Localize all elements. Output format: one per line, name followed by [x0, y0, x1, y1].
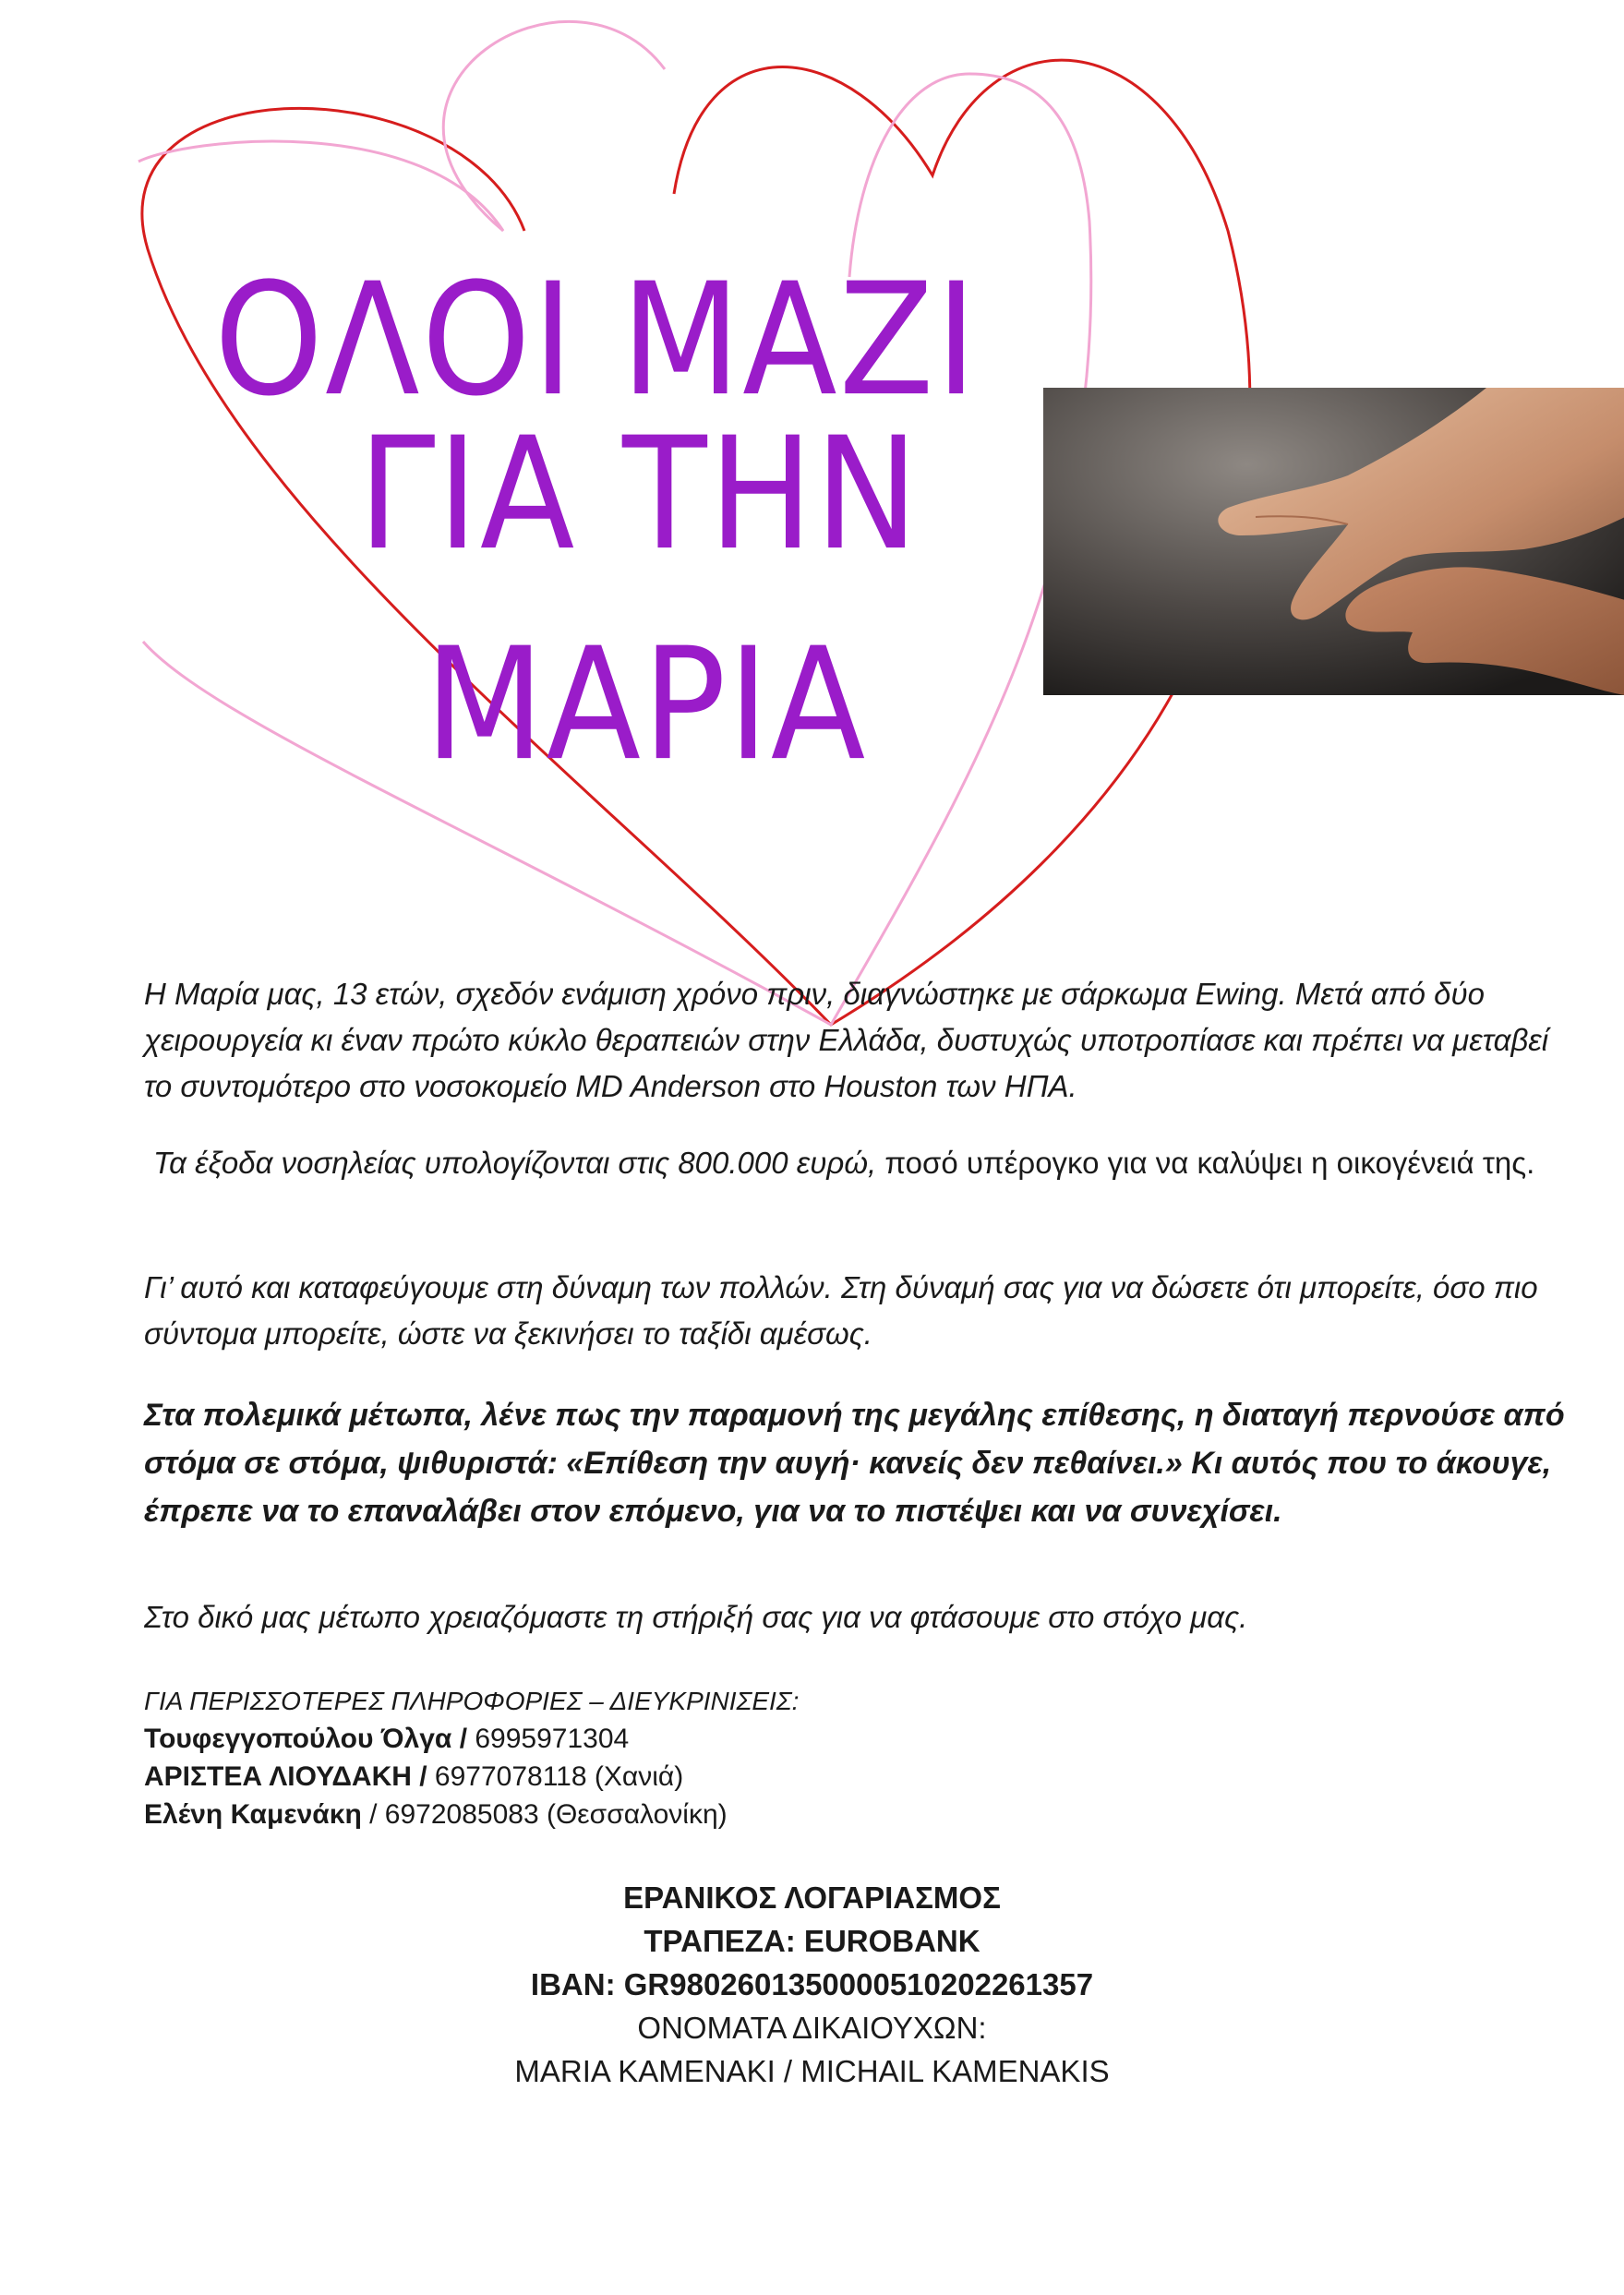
account-bank: ΤΡΑΠΕΖΑ: EUROBANK: [644, 1924, 980, 1958]
title-line-3: ΜΑΡΙΑ: [425, 615, 868, 796]
contact-phone[interactable]: 6977078118: [427, 1761, 587, 1792]
support-paragraph: Στο δικό μας μέτωπο χρειαζόμαστε τη στήριξή σας για να φτάσουμε στο στόχο μας.: [144, 1600, 1248, 1634]
appeal-paragraph: Γι’ αυτό και καταφεύγουμε στη δύναμη των πολλών. Στη δύναμή σας για να δώσετε ότι μπορείτε, όσο πιο σύντομα μπορείτε, ώστε να ξεκινήσει το ταξίδι αμέσως.: [144, 1270, 1538, 1351]
contact-city: (Θεσσαλονίκη): [538, 1799, 728, 1830]
account-iban: IBAN: GR9802601350000510202261357: [530, 1967, 1094, 2001]
cost-explanation-text: ποσό υπέρογκο για να καλύψει η οικογένειά της.: [876, 1146, 1535, 1180]
donation-account: [0, 1876, 1624, 2093]
contact-phone[interactable]: 6995971304: [467, 1724, 630, 1754]
beneficiaries-names: MARIA KAMENAKI / MICHAIL KAMENAKIS: [514, 2054, 1110, 2088]
cost-amount-text: Τα έξοδα νοσηλείας υπολογίζονται στις 800.000 ευρώ,: [153, 1146, 877, 1180]
account-title: ΕΡΑΝΙΚΟΣ ΛΟΓΑΡΙΑΣΜΟΣ: [623, 1880, 1001, 1915]
hands-photo: [1043, 388, 1624, 695]
quote-paragraph: Στα πολεμικά μέτωπα, λένε πως την παραμονή της μεγάλης επίθεσης, η διαταγή περνούσε από στόμα σε στόμα, ψιθυριστά: «Επίθεση την αυγή· κανείς δεν πεθαίνει.» Κι αυτός που το άκουγε, έπρεπε να το επαναλάβει στον επόμενο, για να το πιστέψει και να συνεχίσει.: [144, 1398, 1565, 1529]
contact-row: [144, 1758, 799, 1796]
contact-row: [144, 1720, 799, 1758]
title-line-2: ΓΙΑ ΤΗΝ: [358, 404, 920, 585]
contact-row: [144, 1796, 799, 1833]
contact-name: Τουφεγγοπούλου Όλγα /: [144, 1724, 468, 1754]
contact-phone[interactable]: / 6972085083: [361, 1799, 539, 1830]
contact-name: Ελένη Καμενάκη: [144, 1799, 362, 1830]
title-line-1: ΟΛΟΙ ΜΑΖΙ: [214, 250, 979, 431]
contact-city: (Χανιά): [586, 1761, 684, 1792]
beneficiaries-label: ΟΝΟΜΑΤΑ ΔΙΚΑΙΟΥΧΩΝ:: [637, 2011, 987, 2045]
story-paragraph: Η Μαρία μας, 13 ετών, σχεδόν ενάμιση χρόνο πριν, διαγνώστηκε με σάρκωμα Ewing. Μετά από δύο χειρουργεία κι έναν πρώτο κύκλο θεραπειών στην Ελλάδα, δυστυχώς υποτροπίασε και πρέπει να μεταβεί το συντομότερο στο νοσοκομείο MD Anderson στο Houston των ΗΠΑ.: [144, 977, 1549, 1103]
contacts-heading: ΓΙΑ ΠΕΡΙΣΣΟΤΕΡΕΣ ΠΛΗΡΟΦΟΡΙΕΣ – ΔΙΕΥΚΡΙΝΙΣΕΙΣ:: [144, 1687, 800, 1715]
contact-name: ΑΡΙΣΤΕΑ ΛΙΟΥΔΑΚΗ /: [144, 1761, 427, 1792]
cost-paragraph: [153, 1140, 1575, 1186]
contacts-section: [144, 1682, 799, 1833]
